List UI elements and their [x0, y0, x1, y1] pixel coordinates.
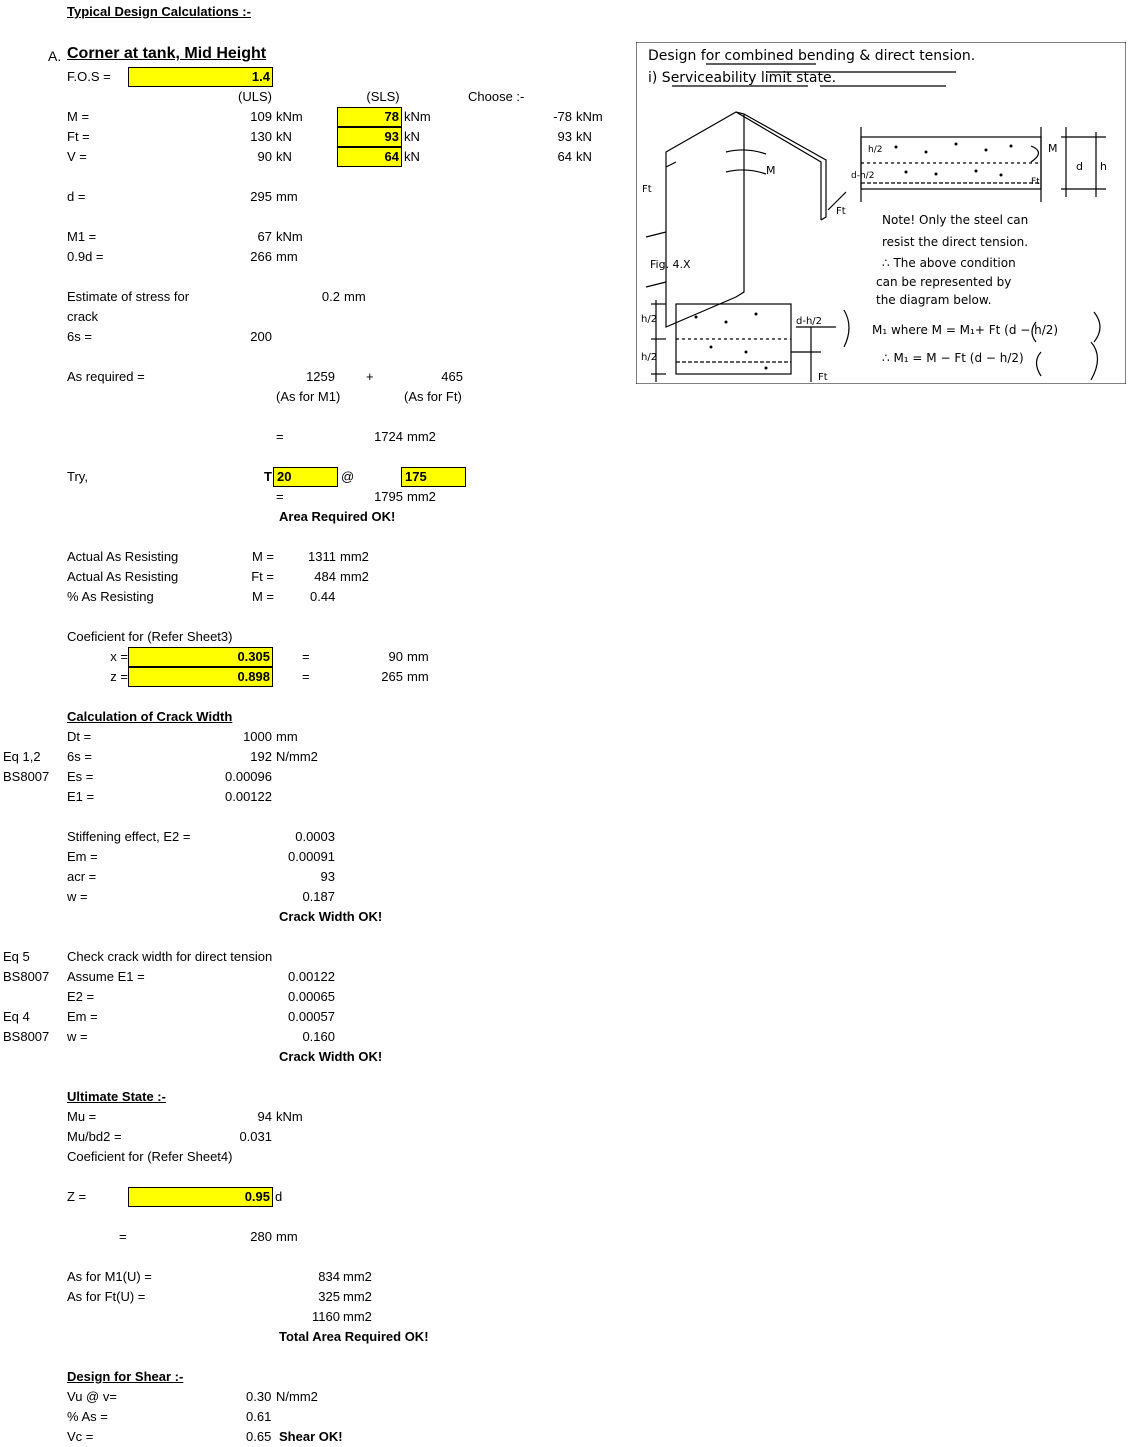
as-total-eq: = — [276, 429, 284, 444]
moment-uls-unit: kNm — [276, 109, 303, 124]
mubd2-value: 0.031 — [239, 1129, 272, 1144]
d-value: 295 — [250, 189, 272, 204]
sls-header: (SLS) — [366, 89, 400, 104]
plus-sign: + — [366, 369, 374, 384]
bar-spacing-input[interactable]: 175 — [401, 467, 466, 487]
acr-value: 93 — [320, 869, 335, 884]
sketch-dh2: d-h/2 — [796, 316, 823, 327]
sketch-title-2: i) Serviceability limit state. — [648, 70, 837, 86]
em-label: Em = — [67, 849, 98, 864]
sketch-h2-top: h/2 — [868, 145, 883, 155]
vu-unit: N/mm2 — [276, 1389, 318, 1404]
bar-size-input[interactable]: 20 — [273, 467, 338, 487]
ultimate-title: Ultimate State :- — [67, 1089, 166, 1104]
as-m1-note: (As for M1) — [276, 389, 341, 404]
sketch-note-3: ∴ The above condition — [882, 256, 1016, 270]
shear-status: Shear OK! — [279, 1429, 343, 1444]
ref-bs8007-3: BS8007 — [3, 1029, 50, 1044]
try-area-unit: mm2 — [407, 489, 436, 504]
ultimate-coef-label: Coeficient for (Refer Sheet4) — [67, 1149, 233, 1164]
sigma-s2-label: 6s = — [67, 749, 92, 764]
z-ult-label: Z = — [67, 1189, 87, 1204]
actual-as-ft-key: Ft = — [251, 569, 274, 584]
sketch-note-4: can be represented by — [876, 275, 1012, 289]
as-ftu-label: As for Ft(U) = — [67, 1289, 146, 1304]
direct-crack-status: Crack Width OK! — [279, 1049, 383, 1064]
stress-estimate-label: Estimate of stress for — [67, 289, 190, 304]
tension-sls-input[interactable]: 93 — [337, 127, 402, 147]
ref-eq5: Eq 5 — [3, 949, 30, 964]
z-unit: mm — [407, 669, 429, 684]
crack-status: Crack Width OK! — [279, 909, 383, 924]
sketch-eq-2: ∴ M₁ = M − Ft (d − h/2) — [882, 351, 1024, 365]
tension-choose: 93 — [557, 129, 572, 144]
m1-unit: kNm — [276, 229, 303, 244]
sketch-m-label-2: M — [1048, 142, 1058, 155]
uls-header: (ULS) — [238, 89, 272, 104]
crack-title: Calculation of Crack Width — [67, 709, 233, 724]
m1-label: M1 = — [67, 229, 97, 244]
x-mm: 90 — [388, 649, 403, 664]
direct-tension-title: Check crack width for direct tension — [67, 949, 273, 964]
actual-as-value: 1311 — [308, 549, 336, 564]
e1-label: E1 = — [67, 789, 95, 804]
vu-value: 0.30 — [246, 1389, 272, 1404]
mu-value: 94 — [257, 1109, 272, 1124]
z-ult-mm: 280 — [250, 1229, 272, 1244]
try-eq: = — [276, 489, 284, 504]
sigma-s2-value: 192 — [250, 749, 272, 764]
x-coef-input[interactable]: 0.305 — [128, 647, 273, 667]
d-label: d = — [67, 189, 86, 204]
ref-eq12: Eq 1,2 — [3, 749, 41, 764]
w-label: w = — [67, 889, 88, 904]
actual-as-unit: mm2 — [340, 549, 369, 564]
z-mm: 265 — [381, 669, 403, 684]
stress-estimate-label-2: crack — [67, 309, 99, 324]
moment-choose-unit: kNm — [576, 109, 603, 124]
pct-as-key: M = — [251, 589, 274, 604]
sketch-fig-label: Fig. 4.X — [650, 258, 691, 271]
bar-prefix: T — [264, 469, 272, 484]
try-area-value: 1795 — [374, 489, 403, 504]
moment-uls: 109 — [250, 109, 272, 124]
sketch-h2-b: h/2 — [641, 352, 658, 363]
sketch-note-1: Note! Only the steel can — [882, 213, 1029, 227]
sigma-s2-unit: N/mm2 — [276, 749, 318, 764]
direct-w-label: w = — [67, 1029, 88, 1044]
as-m1u-label: As for M1(U) = — [67, 1269, 152, 1284]
dt-value: 1000 — [243, 729, 272, 744]
as-ftu-value: 325 — [318, 1289, 340, 1304]
as-ftu-unit: mm2 — [343, 1289, 372, 1304]
e1-value: 0.00122 — [225, 789, 272, 804]
moment-choose: -78 — [553, 109, 572, 124]
actual-as-ft-value: 484 — [314, 569, 336, 584]
x-label: x = — [110, 649, 128, 664]
shear-title: Design for Shear :- — [67, 1369, 184, 1384]
sketch-h2-a: h/2 — [641, 314, 658, 325]
as-total-u-value: 1160 — [312, 1309, 340, 1324]
shear-force-uls-unit: kN — [276, 149, 292, 164]
d09-label: 0.9d = — [67, 249, 104, 264]
shear-force-uls: 90 — [257, 149, 272, 164]
coef-label: Coeficient for (Refer Sheet3) — [67, 629, 233, 644]
d-unit: mm — [276, 189, 298, 204]
shear-force-sls-unit: kN — [404, 149, 420, 164]
z-ult-input[interactable]: 0.95 — [128, 1187, 273, 1207]
tension-choose-unit: kN — [576, 129, 592, 144]
dt-label: Dt = — [67, 729, 92, 744]
z-ult-eq: = — [119, 1229, 127, 1244]
sketch-title-1: Design for combined bending & direct tension. — [648, 48, 976, 64]
dt-unit: mm — [276, 729, 298, 744]
as-m1u-value: 834 — [318, 1269, 340, 1284]
direct-w-value: 0.160 — [302, 1029, 335, 1044]
stiffening-label: Stiffening effect, E2 = — [67, 829, 191, 844]
z-ult-suffix: d — [275, 1189, 283, 1204]
sketch-m-label: M — [766, 164, 776, 177]
tension-label: Ft = — [67, 129, 90, 144]
try-label: Try, — [67, 469, 88, 484]
mu-label: Mu = — [67, 1109, 97, 1124]
sketch-dh2-top: d-h/2 — [851, 171, 875, 181]
as-ft-value: 465 — [441, 369, 463, 384]
z-eq: = — [302, 669, 310, 684]
as-required-label: As required = — [67, 369, 145, 384]
assume-e1-value: 0.00122 — [288, 969, 335, 984]
d09-unit: mm — [276, 249, 298, 264]
as-total-unit: mm2 — [407, 429, 436, 444]
moment-sls-unit: kNm — [404, 109, 431, 124]
actual-as-ft-label: Actual As Resisting — [67, 569, 179, 584]
choose-header: Choose :- — [468, 89, 525, 104]
assume-e1-label: Assume E1 = — [67, 969, 145, 984]
tension-uls-unit: kN — [276, 129, 292, 144]
sketch-note-5: the diagram below. — [876, 293, 992, 307]
at-sign: @ — [341, 469, 355, 484]
actual-as-ft-unit: mm2 — [340, 569, 369, 584]
ref-eq4: Eq 4 — [3, 1009, 30, 1024]
m1-value: 67 — [257, 229, 272, 244]
total-area-status: Total Area Required OK! — [279, 1329, 429, 1344]
as-total-value: 1724 — [374, 429, 403, 444]
moment-sls-input[interactable]: 78 — [337, 107, 402, 127]
z-coef-input[interactable]: 0.898 — [128, 667, 273, 687]
sketch-eq-1: M₁ where M = M₁+ Ft (d − h/2) — [872, 323, 1059, 337]
area-status: Area Required OK! — [279, 509, 396, 524]
actual-as-key: M = — [251, 549, 274, 564]
z-label: z = — [110, 669, 128, 684]
sketch-ft-beam: Ft — [1031, 177, 1040, 187]
acr-label: acr = — [67, 869, 97, 884]
vu-label: Vu @ v= — [67, 1389, 117, 1404]
as-ft-note: (As for Ft) — [404, 389, 462, 404]
vc-label: Vc = — [67, 1429, 94, 1444]
es-value: 0.00096 — [225, 769, 272, 784]
fos-label: F.O.S = — [67, 69, 111, 84]
page-title: Typical Design Calculations :- — [67, 4, 251, 19]
ref-bs8007: BS8007 — [3, 769, 50, 784]
as-total-u-unit: mm2 — [343, 1309, 372, 1324]
stress-estimate-unit: mm — [344, 289, 366, 304]
es-label: Es = — [67, 769, 94, 784]
pct-as-shear-value: 0.61 — [246, 1409, 272, 1424]
as-m1u-unit: mm2 — [343, 1269, 372, 1284]
as-m1-value: 1259 — [306, 369, 335, 384]
ref-bs8007-2: BS8007 — [3, 969, 50, 984]
actual-as-label: Actual As Resisting — [67, 549, 179, 564]
mu-unit: kNm — [276, 1109, 303, 1124]
section-letter: A. — [48, 48, 62, 64]
x-eq: = — [302, 649, 310, 664]
sigma-s-value: 200 — [250, 329, 272, 344]
z-ult-unit: mm — [276, 1229, 298, 1244]
mubd2-label: Mu/bd2 = — [67, 1129, 122, 1144]
sigma-s-label: 6s = — [67, 329, 92, 344]
sketch-ft-left: Ft — [642, 184, 652, 195]
vc-value: 0.65 — [246, 1429, 272, 1444]
shear-force-sls-input[interactable]: 64 — [337, 147, 402, 167]
shear-force-choose-unit: kN — [576, 149, 592, 164]
d09-value: 266 — [250, 249, 272, 264]
fos-input[interactable]: 1.4 — [128, 67, 273, 87]
e2-value: 0.0003 — [295, 829, 335, 844]
sketch-ft-bottom: Ft — [818, 372, 828, 383]
direct-em-label: Em = — [67, 1009, 98, 1024]
pct-as-label: % As Resisting — [67, 589, 154, 604]
sketch-note-2: resist the direct tension. — [882, 235, 1029, 249]
moment-label: M = — [67, 109, 90, 124]
pct-as-value: 0.44 — [310, 589, 336, 604]
shear-force-label: V = — [67, 149, 87, 164]
direct-e2-label: E2 = — [67, 989, 95, 1004]
stress-estimate-value: 0.2 — [321, 289, 340, 304]
design-sketch — [636, 42, 1126, 384]
direct-e2-value: 0.00065 — [288, 989, 335, 1004]
w-value: 0.187 — [302, 889, 335, 904]
sketch-d-label: d — [1076, 160, 1083, 173]
direct-em-value: 0.00057 — [288, 1009, 335, 1024]
x-unit: mm — [407, 649, 429, 664]
section-title: Corner at tank, Mid Height — [67, 45, 267, 62]
shear-force-choose: 64 — [557, 149, 572, 164]
sketch-h-label: h — [1100, 160, 1107, 173]
pct-as-shear-label: % As = — [67, 1409, 108, 1424]
sketch-ft-right: Ft — [836, 206, 846, 217]
tension-sls-unit: kN — [404, 129, 420, 144]
em-value: 0.00091 — [288, 849, 335, 864]
tension-uls: 130 — [250, 129, 272, 144]
